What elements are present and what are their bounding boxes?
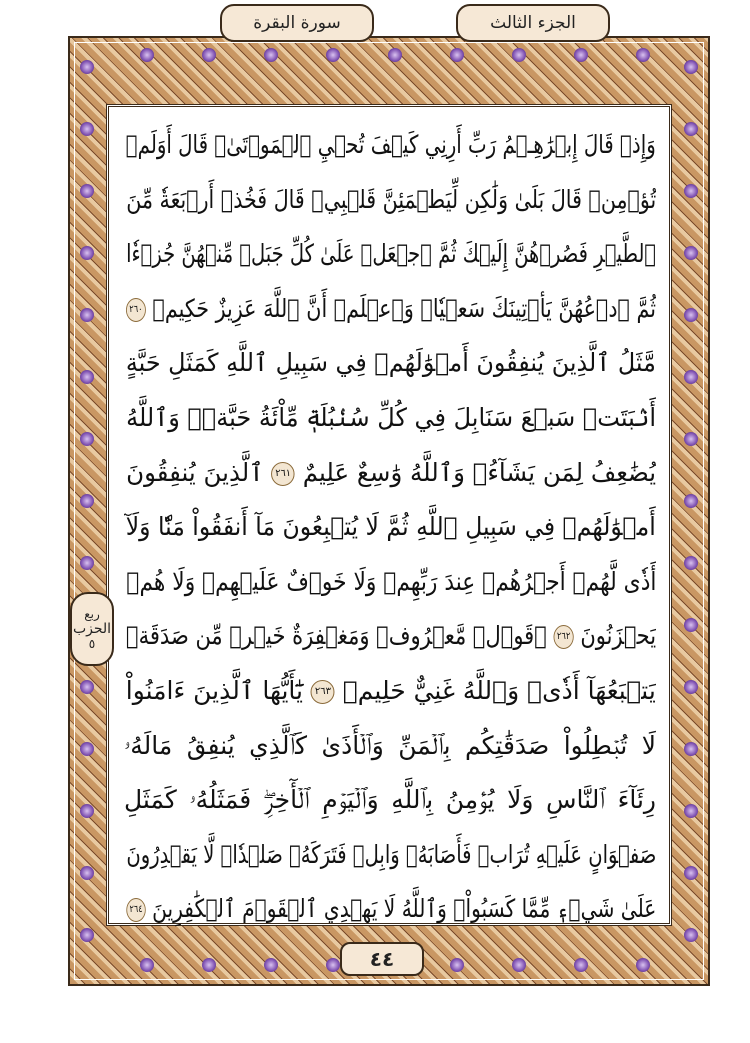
text-line — [124, 773, 656, 828]
flower-ornament — [512, 48, 526, 62]
quran-text — [124, 118, 656, 937]
line-text: لَا تُبۡطِلُواْ صَدَقَٰتِكُم بِٱلۡمَنِّ وَٱلۡأَذَىٰ كَٱلَّذِي يُنفِقُ مَالَهُۥ — [124, 730, 656, 760]
juz-label: الجزء الثالث — [456, 4, 610, 42]
line-content — [126, 173, 656, 228]
line-content — [126, 118, 656, 173]
flower-ornament — [684, 60, 698, 74]
marker-line-3: ٥ — [88, 636, 96, 651]
text-line — [124, 828, 656, 883]
flower-ornament — [684, 866, 698, 880]
hizb-quarter-marker — [70, 592, 114, 666]
text-line — [124, 118, 656, 173]
ayah-number-marker: ٢٦٠ — [126, 298, 146, 322]
line-text: تُؤۡمِنۖ قَالَ بَلَىٰ وَلَٰكِن لِّيَطۡمَئِنَّ قَلۡبِيۖ قَالَ فَخُذۡ أَرۡبَعَةٗ مِّنَ — [126, 184, 656, 214]
flower-ornament — [326, 48, 340, 62]
line-text: يُضَٰعِفُ لِمَن يَشَآءُۚ وَٱللَّهُ وَٰسِعٌ عَلِيمٌ — [302, 457, 656, 487]
flower-ornament — [202, 48, 216, 62]
line-text: ثُمَّ ٱدۡعُهُنَّ يَأۡتِينَكَ سَعۡيٗاۚ وَٱعۡلَمۡ أَنَّ ٱللَّهَ عَزِيزٌ حَكِيمٞ — [152, 293, 656, 323]
flower-ornament — [80, 494, 94, 508]
text-line — [124, 336, 656, 391]
flower-ornament — [80, 742, 94, 756]
flower-ornament — [264, 48, 278, 62]
text-line — [124, 446, 656, 501]
line-content — [126, 227, 656, 282]
flower-ornament — [264, 958, 278, 972]
flower-ornament — [684, 804, 698, 818]
ayah-number-marker: ٢٦٤ — [126, 898, 145, 922]
flower-ornament — [684, 618, 698, 632]
flower-ornament — [80, 246, 94, 260]
flower-ornament — [684, 184, 698, 198]
flower-ornament — [80, 680, 94, 694]
flower-ornament — [202, 958, 216, 972]
flower-ornament — [684, 246, 698, 260]
surah-label: سورة البقرة — [220, 4, 374, 42]
marker-line-2: الحزب — [72, 620, 112, 637]
flower-ornament — [80, 308, 94, 322]
flower-ornament — [80, 60, 94, 74]
line-text: أَذٗى لَّهُمۡ أَجۡرُهُمۡ عِندَ رَبِّهِمۡ وَلَا خَوۡفٌ عَلَيۡهِمۡ وَلَا هُمۡ — [125, 566, 656, 596]
ayah-number-marker: ٢٦٢ — [553, 625, 573, 649]
line-content — [126, 336, 656, 391]
flower-ornament — [636, 48, 650, 62]
line-content — [126, 391, 656, 446]
flower-ornament — [80, 184, 94, 198]
line-text: مَّثَلُ ٱلَّذِينَ يُنفِقُونَ أَمۡوَٰلَهُمۡ فِي سَبِيلِ ٱللَّهِ كَمَثَلِ حَبَّةٍ — [125, 348, 656, 378]
flower-ornament — [140, 958, 154, 972]
flower-ornament — [80, 122, 94, 136]
line-content — [126, 664, 656, 719]
text-line — [124, 555, 656, 610]
flower-ornament — [684, 370, 698, 384]
line-text: ٱلطَّيۡرِ فَصُرۡهُنَّ إِلَيۡكَ ثُمَّ ٱجۡعَلۡ عَلَىٰ كُلِّ جَبَلٖ مِّنۡهُنَّ جُزۡءٗا — [125, 239, 656, 269]
line-text: عَلَىٰ شَيۡءٖ مِّمَّا كَسَبُواْۗ وَٱللَّهُ لَا يَهۡدِي ٱلۡقَوۡمَ ٱلۡكَٰفِرِينَ — [151, 894, 656, 924]
flower-ornament — [450, 958, 464, 972]
text-line — [124, 500, 656, 555]
page-number: ٤٤ — [340, 942, 424, 976]
flower-ornament — [140, 48, 154, 62]
flower-ornament — [388, 48, 402, 62]
flower-ornament — [684, 494, 698, 508]
text-line — [124, 227, 656, 282]
flower-ornament — [574, 958, 588, 972]
flower-ornament — [636, 958, 650, 972]
flower-ornament — [80, 866, 94, 880]
line-content — [126, 446, 656, 501]
flower-ornament — [80, 928, 94, 942]
line-text: يَحۡزَنُونَ — [580, 621, 656, 651]
flower-ornament — [684, 680, 698, 694]
text-line — [124, 391, 656, 446]
line-text: أَنۢبَتَتۡ سَبۡعَ سَنَابِلَ فِي كُلِّ سُنۢبُلَةٖ مِّاْئَةُ حَبَّةٖۗ وَٱللَّهُ — [125, 402, 656, 432]
line-content — [126, 828, 656, 883]
flower-ornament — [684, 122, 698, 136]
text-line — [124, 882, 656, 937]
line-content — [126, 609, 656, 664]
flower-ornament — [684, 556, 698, 570]
line-text: ٱلَّذِينَ يُنفِقُونَ — [125, 457, 264, 487]
line-text: يَٰٓأَيُّهَا ٱلَّذِينَ ءَامَنُواْ — [125, 675, 304, 705]
text-line — [124, 609, 656, 664]
flower-ornament — [80, 432, 94, 446]
line-text: ۞قَوۡلٞ مَّعۡرُوفٞ وَمَغۡفِرَةٌ خَيۡرٞ مِّن صَدَقَةٖ — [125, 621, 547, 651]
text-line — [124, 664, 656, 719]
text-line — [124, 173, 656, 228]
line-content — [126, 555, 656, 610]
text-line — [124, 282, 656, 337]
line-text: يَتۡبَعُهَآ أَذٗىۗ وَٱللَّهُ غَنِيٌّ حَلِيمٞ — [343, 675, 656, 705]
flower-ornament — [80, 556, 94, 570]
line-content — [126, 500, 656, 555]
line-text: صَفۡوَانٍ عَلَيۡهِ تُرَابٞ فَأَصَابَهُۥ وَابِلٞ فَتَرَكَهُۥ صَلۡدٗاۖ لَّا يَقۡدِرُونَ — [125, 839, 656, 869]
flower-ornament — [684, 308, 698, 322]
flower-ornament — [80, 804, 94, 818]
line-content — [124, 773, 656, 828]
text-line — [124, 719, 656, 774]
flower-ornament — [684, 928, 698, 942]
ayah-number-marker: ٢٦٣ — [311, 680, 335, 704]
ayah-number-marker: ٢٦١ — [271, 462, 295, 486]
flower-ornament — [450, 48, 464, 62]
line-text: أَمۡوَٰلَهُمۡ فِي سَبِيلِ ٱللَّهِ ثُمَّ لَا يُتۡبِعُونَ مَآ أَنفَقُواْ مَنّٗا وَلَآ — [126, 512, 656, 542]
flower-ornament — [326, 958, 340, 972]
line-content — [126, 282, 656, 337]
line-content — [126, 882, 656, 937]
flower-ornament — [512, 958, 526, 972]
flower-ornament — [80, 370, 94, 384]
line-content — [124, 719, 656, 774]
flower-ornament — [684, 432, 698, 446]
line-text: وَإِذۡ قَالَ إِبۡرَٰهِـۧمُ رَبِّ أَرِنِي كَيۡفَ تُحۡيِ ٱلۡمَوۡتَىٰۖ قَالَ أَوَلَمۡ — [126, 130, 656, 159]
flower-ornament — [574, 48, 588, 62]
line-text: رِئَآءَ ٱلنَّاسِ وَلَا يُؤۡمِنُ بِٱللَّهِ وَٱلۡيَوۡمِ ٱلۡأٓخِرِۖ فَمَثَلُهُۥ كَمَثَلِ — [124, 785, 656, 815]
marker-line-1: ربع — [84, 606, 100, 621]
flower-ornament — [684, 742, 698, 756]
